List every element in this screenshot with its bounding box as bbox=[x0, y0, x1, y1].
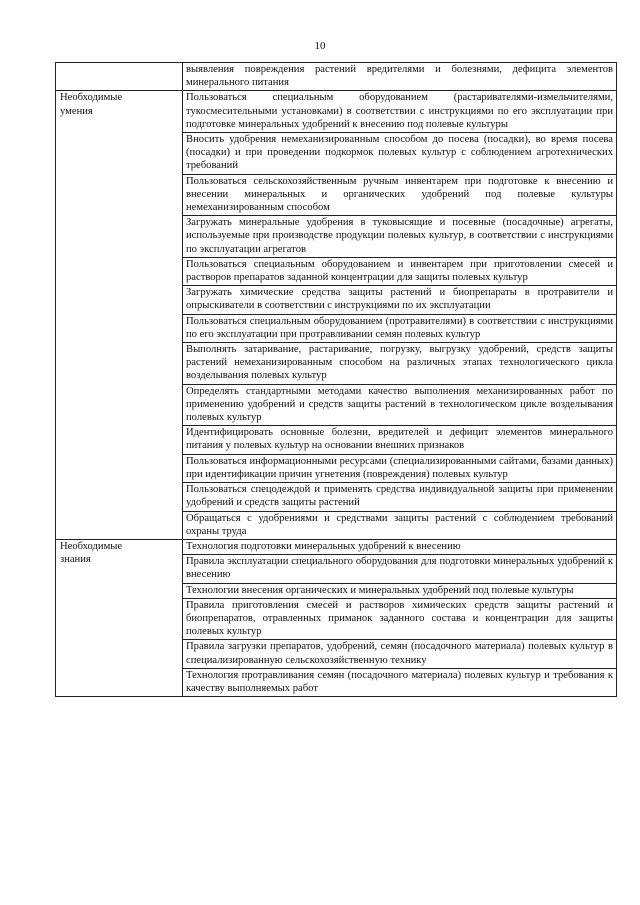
table-row bbox=[56, 539, 617, 554]
requirement-item: Пользоваться специальным оборудованием (растаривателями-измельчителями, тукосмесительными установками) в соответствии с инструкциями по его эксплуатации при подготовке минеральных удобрений к внесению под полевые культуры bbox=[183, 91, 617, 133]
section-label: Необходимые умения bbox=[60, 92, 123, 117]
requirement-item: Выполнять затаривание, растаривание, погрузку, выгрузку удобрений, средств защиты растений немеханизированным способом на различных этапах технологического цикла возделывания полевых культур bbox=[183, 343, 617, 385]
requirement-item: выявления повреждения растений вредителями и болезнями, дефицита элементов минерального питания bbox=[183, 63, 617, 91]
section-label-cell bbox=[56, 63, 183, 91]
requirements-table bbox=[55, 62, 617, 697]
requirement-item: Технология подготовки минеральных удобрений к внесению bbox=[183, 539, 617, 554]
requirement-item: Пользоваться спецодеждой и применять средства индивидуальной защиты при применении удобрений и средств защиты растений bbox=[183, 483, 617, 511]
requirement-item: Загружать химические средства защиты растений и биопрепараты в протравители и опрыскиватели в соответствии с инструкциями по их эксплуатации bbox=[183, 286, 617, 314]
requirement-item: Определять стандартными методами качество выполнения механизированных работ по применению удобрений и средств защиты растений в технологическом цикле возделывания полевых культур bbox=[183, 384, 617, 426]
table-row bbox=[56, 63, 617, 91]
requirement-item: Пользоваться специальным оборудованием (протравителями) в соответствии с инструкциями по его эксплуатации при протравливании семян полевых культур bbox=[183, 314, 617, 342]
requirement-item: Вносить удобрения немеханизированным способом до посева (посадки), во время посева (посадки) и при проведении подкормок полевых культур с соблюдением агротехнических требований bbox=[183, 133, 617, 175]
requirement-item: Технология протравливания семян (посадочного материала) полевых культур и требования к качеству выполняемых работ bbox=[183, 668, 617, 696]
requirement-item: Правила загрузки препаратов, удобрений, семян (посадочного материала) полевых культур в специализированную сельскохозяйственную технику bbox=[183, 640, 617, 668]
requirement-item: Технологии внесения органических и минеральных удобрений под полевые культуры bbox=[183, 583, 617, 598]
table-row bbox=[56, 91, 617, 133]
requirement-item: Загружать минеральные удобрения в туковысящие и посевные (посадочные) агрегаты, используемые при производстве продукции полевых культур, в соответствии с инструкциями по эксплуатации агрегатов bbox=[183, 216, 617, 258]
requirement-item: Идентифицировать основные болезни, вредителей и дефицит элементов минерального питания у полевых культур на основании внешних признаков bbox=[183, 426, 617, 454]
section-label-cell bbox=[56, 539, 183, 696]
page-number: 10 bbox=[314, 40, 326, 52]
requirement-item: Пользоваться информационными ресурсами (специализированными сайтами, базами данных) при идентификации причин угнетения (повреждения) полевых культур bbox=[183, 454, 617, 482]
requirement-item: Правила приготовления смесей и растворов химических средств защиты растений и биопрепаратов, отравленных приманок заданного состава и концентрации для защиты полевых культур bbox=[183, 598, 617, 640]
requirement-item: Пользоваться специальным оборудованием и инвентарем при приготовлении смесей и растворов препаратов заданной концентрации для защиты полевых культур bbox=[183, 257, 617, 285]
section-label: Необходимые знания bbox=[60, 540, 123, 566]
requirement-item: Пользоваться сельскохозяйственным ручным инвентарем при подготовке к внесению и внесении минеральных и органических удобрений под полевые культуры немеханизированным способом bbox=[183, 174, 617, 216]
section-label-cell bbox=[56, 91, 183, 540]
requirement-item: Правила эксплуатации специального оборудования для подготовки минеральных удобрений к внесению bbox=[183, 555, 617, 583]
requirement-item: Обращаться с удобрениями и средствами защиты растений с соблюдением требований охраны труда bbox=[183, 511, 617, 539]
